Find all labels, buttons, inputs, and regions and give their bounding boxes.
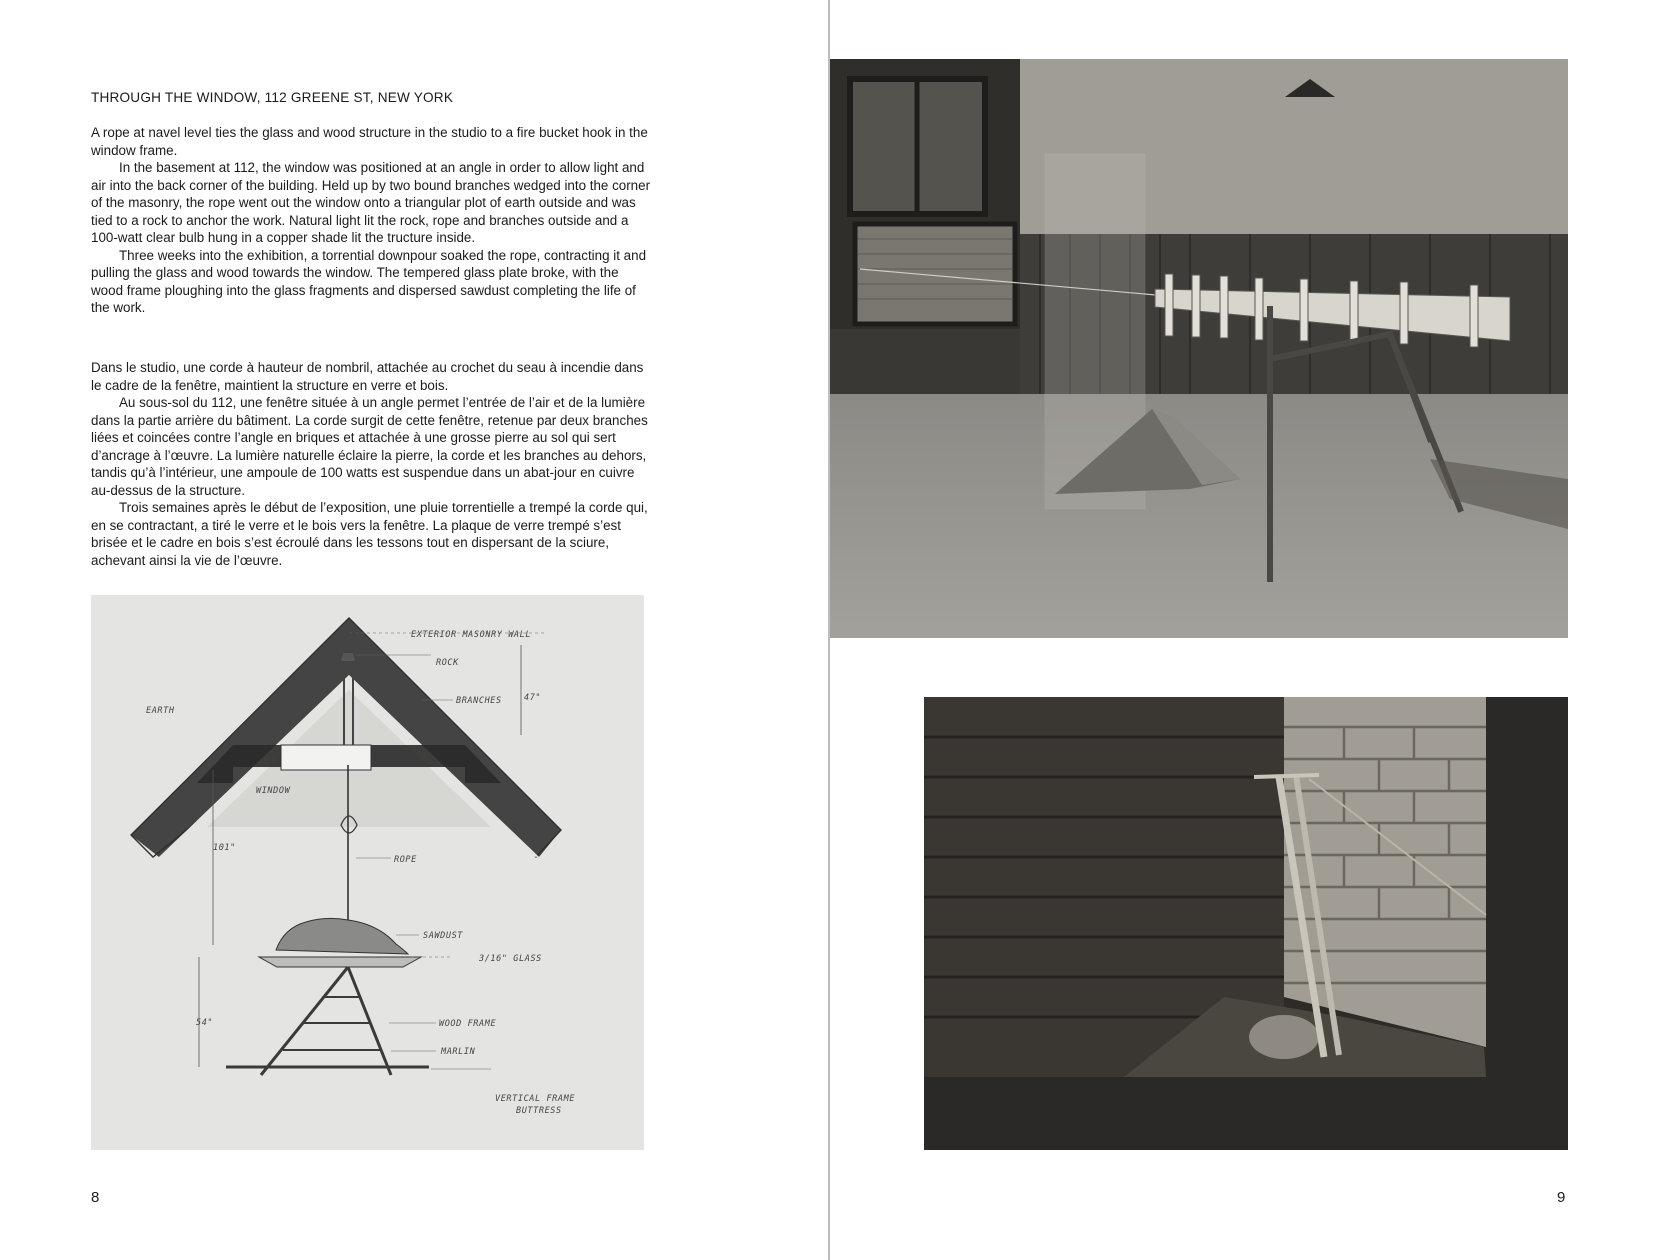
label-sawdust: SAWDUST <box>423 931 464 941</box>
studio-photo <box>830 59 1568 638</box>
label-wood-frame: WOOD FRAME <box>439 1019 497 1029</box>
brick-corner-photo <box>924 697 1568 1150</box>
label-dim-47: 47" <box>524 693 542 703</box>
label-marlin: MARLIN <box>441 1047 476 1057</box>
section-title: THROUGH THE WINDOW, 112 GREENE ST, NEW YORK <box>91 90 454 105</box>
english-paragraph-1: A rope at navel level ties the glass and wood structure in the studio to a fire bucket hook in the window frame. <box>91 125 648 158</box>
label-buttress: BUTTRESS <box>516 1106 562 1116</box>
sketch-drawing <box>91 595 644 1150</box>
english-text <box>91 124 651 317</box>
english-paragraph-3: Three weeks into the exhibition, a torrential downpour soaked the rope, contracting it and pulling the glass and wood towards the window. The tempered glass plate broke, with the wood frame ploughing into the glass fragments and dispersed sawdust completing the life of the work. <box>91 247 647 315</box>
label-glass: 3/16" GLASS <box>479 954 542 964</box>
french-paragraph-3: Trois semaines après le début de l’exposition, une pluie torrentielle a trempé la corde qui, en se contractant, a tiré le verre et le bois vers la fenêtre. La plaque de verre trempé s’est brisée et le cadre en bois s’est écroulé dans les tessons tout en dispersant de la sciure, achevant ainsi la vie de l’œuvre. <box>91 500 648 568</box>
label-earth: EARTH <box>146 706 175 716</box>
studio-photo-image <box>830 59 1568 638</box>
label-vertical-frame: VERTICAL FRAME <box>495 1094 576 1104</box>
english-paragraph-2: In the basement at 112, the window was positioned at an angle in order to allow light and air into the back corner of the building. Held up by two bound branches wedged into the corner of the masonry, the rope went out the window onto a triangular plot of earth outside and was tied to a rock to anchor the work. Natural light lit the rock, rope and branches outside and a 100-watt clear bulb hung in a copper shade lit the tructure inside. <box>91 160 651 245</box>
french-text <box>91 359 651 569</box>
label-rock: ROCK <box>436 658 459 668</box>
sketch-figure <box>91 595 644 1150</box>
french-paragraph-2: Au sous-sol du 112, une fenêtre située à un angle permet l’entrée de l’air et de la lumière dans la partie arrière du bâtiment. La corde surgit de cette fenêtre, retenue par deux branches liées et coincées contre l’angle en briques et attachée à une grosse pierre au sol qui sert d’ancrage à l’œuvre. La lumière naturelle éclaire la pierre, la corde et les branches au dehors, tandis qu’à l’intérieur, une ampoule de 100 watts est suspendue dans un abat-jour en cuivre au-dessus de la structure. <box>91 395 648 498</box>
label-rope: ROPE <box>394 855 417 865</box>
page-number-right: 9 <box>1557 1189 1566 1206</box>
label-dim-54: 54" <box>196 1018 214 1028</box>
label-dim-101: 101" <box>213 843 236 853</box>
french-paragraph-1: Dans le studio, une corde à hauteur de nombril, attachée au crochet du seau à incendie dans le cadre de la fenêtre, maintient la structure en verre et bois. <box>91 360 644 393</box>
brick-corner-image <box>924 697 1568 1150</box>
label-window: WINDOW <box>256 786 291 796</box>
page-number-left: 8 <box>91 1189 100 1206</box>
label-wall: EXTERIOR MASONRY WALL <box>411 630 532 640</box>
label-branches: BRANCHES <box>456 696 502 706</box>
